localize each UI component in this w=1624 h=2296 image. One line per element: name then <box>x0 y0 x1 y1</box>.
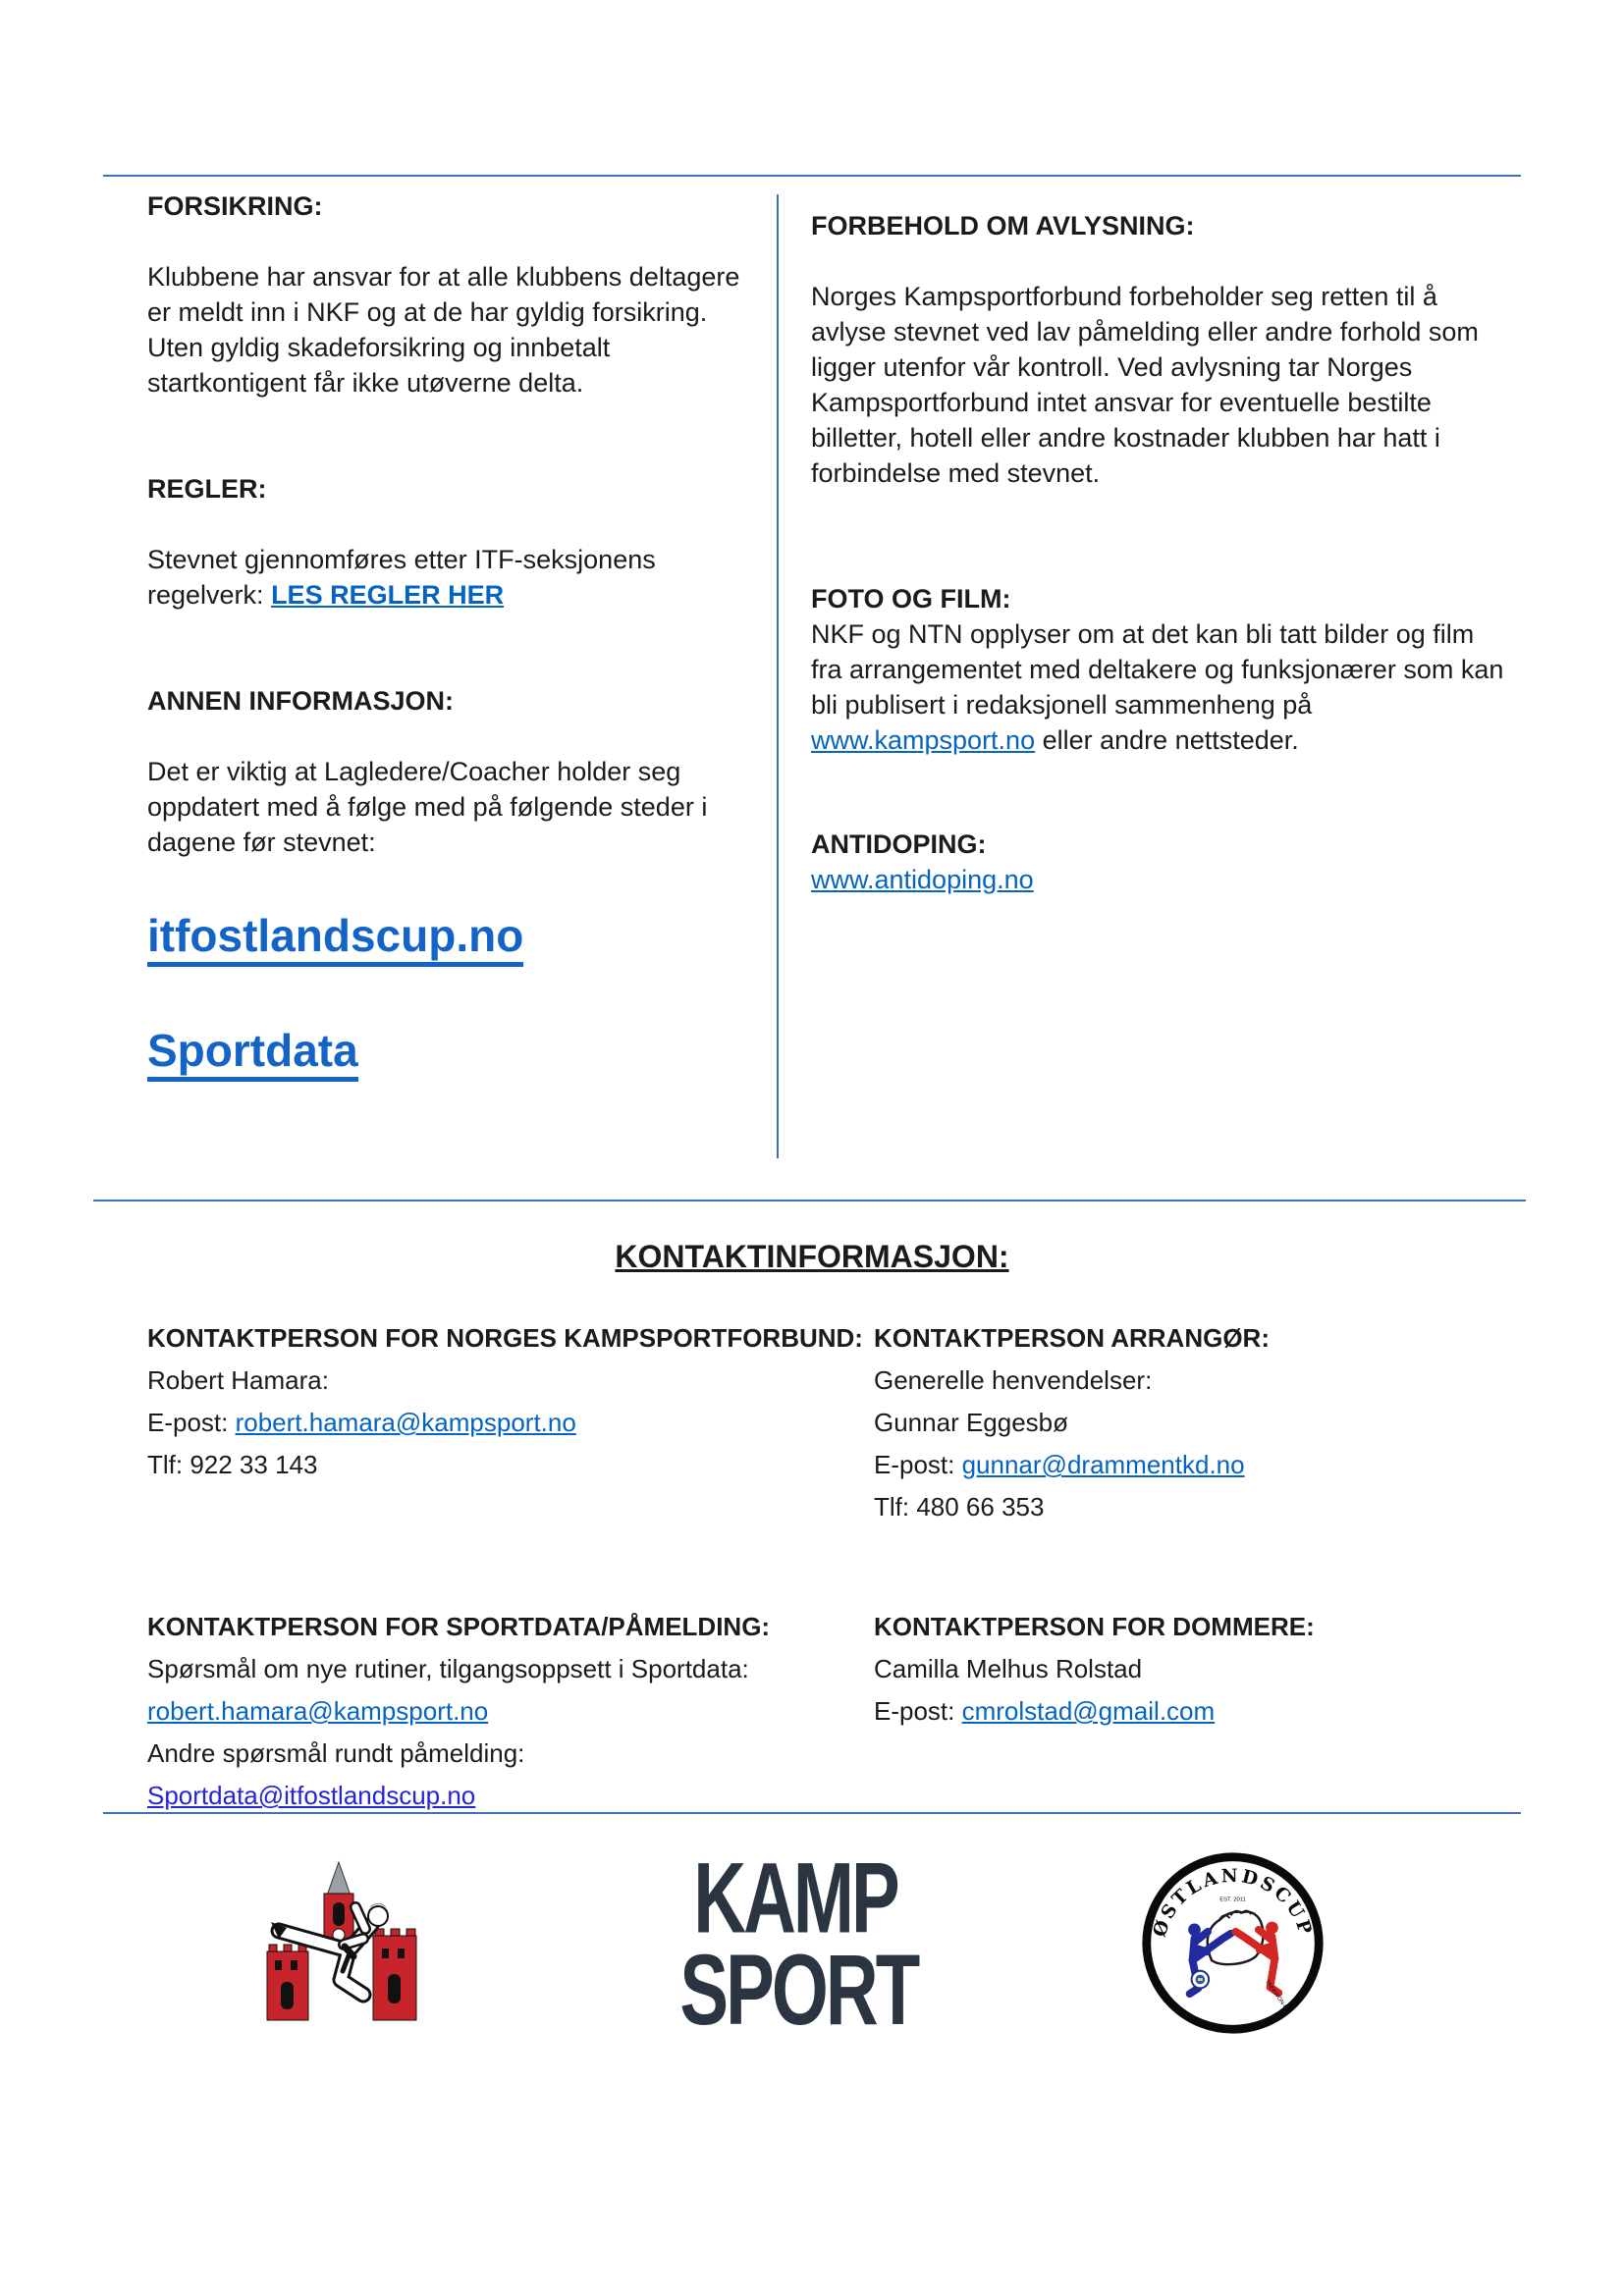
contact-dommere-email-line <box>874 1690 1522 1733</box>
kampsport-no-link[interactable]: www.kampsport.no <box>811 725 1036 755</box>
column-divider-line <box>777 194 779 1158</box>
big-link-row-2 <box>147 1026 768 1082</box>
contact-arranger-name: Gunnar Eggesbø <box>874 1408 1069 1437</box>
contact-arranger-line1: Generelle henvendelser: <box>874 1365 1153 1395</box>
kampsport-logo-line1: KAMP <box>693 1842 897 1955</box>
club-castle-kicker-logo <box>245 1860 432 2027</box>
ostlandscup-side-text: TAEKWON-DO <box>1264 1979 1291 2015</box>
arranger-email-link[interactable]: gunnar@drammentkd.no <box>961 1450 1245 1479</box>
dommere-email-link[interactable]: cmrolstad@gmail.com <box>961 1696 1216 1726</box>
forsikring-body: Klubbene har ansvar for at alle klubbens deltagere er meldt inn i NKF og at de har gyldig forsikring. Uten gyldig skadeforsikring og innbetalt startkontigent får ikke utøverne delta. <box>147 262 740 398</box>
contact-nkf-email-line <box>147 1402 874 1444</box>
contact-sportdata-line2: Andre spørsmål rundt påmelding: <box>147 1738 525 1768</box>
contact-nkf-heading: KONTAKTPERSON FOR NORGES KAMPSPORTFORBUND: <box>147 1323 863 1353</box>
antidoping-body <box>811 862 1512 897</box>
forsikring-heading: FORSIKRING: <box>147 191 323 221</box>
email-label: E-post: <box>147 1408 236 1437</box>
antidoping-no-link[interactable]: www.antidoping.no <box>811 865 1034 894</box>
contact-sportdata-email2-line <box>147 1775 874 1817</box>
kampsport-logo-line2: SPORT <box>679 1935 918 2047</box>
ostlandscup-est-text: EST. 2011 <box>1219 1896 1246 1903</box>
foto-body <box>811 616 1512 758</box>
kampsport-logo <box>679 1842 918 2116</box>
email-label: E-post: <box>874 1696 962 1726</box>
contact-section-top-line <box>93 1200 1526 1201</box>
contact-arranger-email-line <box>874 1444 1522 1486</box>
foto-body-text-1: NKF og NTN opplyser om at det kan bli tatt bilder og film fra arrangementet med deltakere og funksjonærer som kan bli publisert i redaksjonell sammenheng på <box>811 619 1504 720</box>
contact-title-text: KONTAKTINFORMASJON: <box>615 1239 1009 1274</box>
contact-section-title <box>0 1239 1624 1275</box>
contact-sportdata-line1: Spørsmål om nye rutiner, tilgangsoppsett i Sportdata: <box>147 1654 749 1683</box>
contact-dommere-heading: KONTAKTPERSON FOR DOMMERE: <box>874 1612 1315 1641</box>
contact-row-2 <box>147 1606 1522 1817</box>
sportdata-link[interactable]: Sportdata <box>147 1026 358 1082</box>
ostlandscup-arc-text: ØSTLANDSCUP <box>1149 1865 1317 1940</box>
left-column <box>147 188 768 1082</box>
regler-body <box>147 542 768 613</box>
sportdata-email1-link[interactable]: robert.hamara@kampsport.no <box>147 1696 489 1726</box>
annen-informasjon-body: Det er viktig at Lagledere/Coacher holder seg oppdatert med å følge med på følgende steder i dagene før stevnet: <box>147 757 708 857</box>
contact-block-arranger <box>874 1317 1522 1528</box>
contact-arranger-phone: Tlf: 480 66 353 <box>874 1492 1045 1522</box>
avlysning-heading: FORBEHOLD OM AVLYSNING: <box>811 211 1195 240</box>
ostlandscup-logo <box>1137 1847 1328 2039</box>
contact-nkf-name: Robert Hamara: <box>147 1365 329 1395</box>
foto-body-text-2: eller andre nettsteder. <box>1035 725 1299 755</box>
right-column <box>811 188 1512 897</box>
regler-body-text: Stevnet gjennomføres etter ITF-seksjonens regelverk: <box>147 545 656 610</box>
sportdata-email2-link[interactable]: Sportdata@itfostlandscup.no <box>147 1781 476 1810</box>
contact-row-1 <box>147 1317 1522 1528</box>
les-regler-her-link[interactable]: LES REGLER HER <box>271 580 505 610</box>
email-label: E-post: <box>874 1450 962 1479</box>
regler-heading: REGLER: <box>147 474 267 504</box>
annen-informasjon-heading: ANNEN INFORMASJON: <box>147 686 455 716</box>
contact-block-nkf <box>147 1317 874 1528</box>
antidoping-heading: ANTIDOPING: <box>811 829 987 859</box>
foto-heading: FOTO OG FILM: <box>811 584 1011 614</box>
avlysning-body: Norges Kampsportforbund forbeholder seg retten til å avlyse stevnet ved lav påmelding eller andre forhold som ligger utenfor vår kontroll. Ved avlysning tar Norges Kampsportforbund intet ansvar for eventuelle bestilte billetter, hotell eller andre kostnader klubben har hatt i forbindelse med stevnet. <box>811 282 1479 488</box>
contact-block-sportdata <box>147 1606 874 1817</box>
top-divider-line <box>103 175 1521 177</box>
itfostlandscup-link[interactable]: itfostlandscup.no <box>147 911 523 967</box>
contact-arranger-heading: KONTAKTPERSON ARRANGØR: <box>874 1323 1270 1353</box>
nkf-email-link[interactable]: robert.hamara@kampsport.no <box>235 1408 576 1437</box>
contact-sportdata-heading: KONTAKTPERSON FOR SPORTDATA/PÅMELDING: <box>147 1612 771 1641</box>
contact-sportdata-email1-line <box>147 1690 874 1733</box>
footer-divider-line <box>103 1812 1521 1814</box>
ostlandscup-logo-graphic <box>1137 1847 1328 2039</box>
big-link-row-1 <box>147 911 768 967</box>
club-logo-graphic <box>245 1860 432 2027</box>
contact-dommere-name: Camilla Melhus Rolstad <box>874 1654 1143 1683</box>
contact-nkf-phone: Tlf: 922 33 143 <box>147 1450 318 1479</box>
contact-block-dommere <box>874 1606 1522 1817</box>
